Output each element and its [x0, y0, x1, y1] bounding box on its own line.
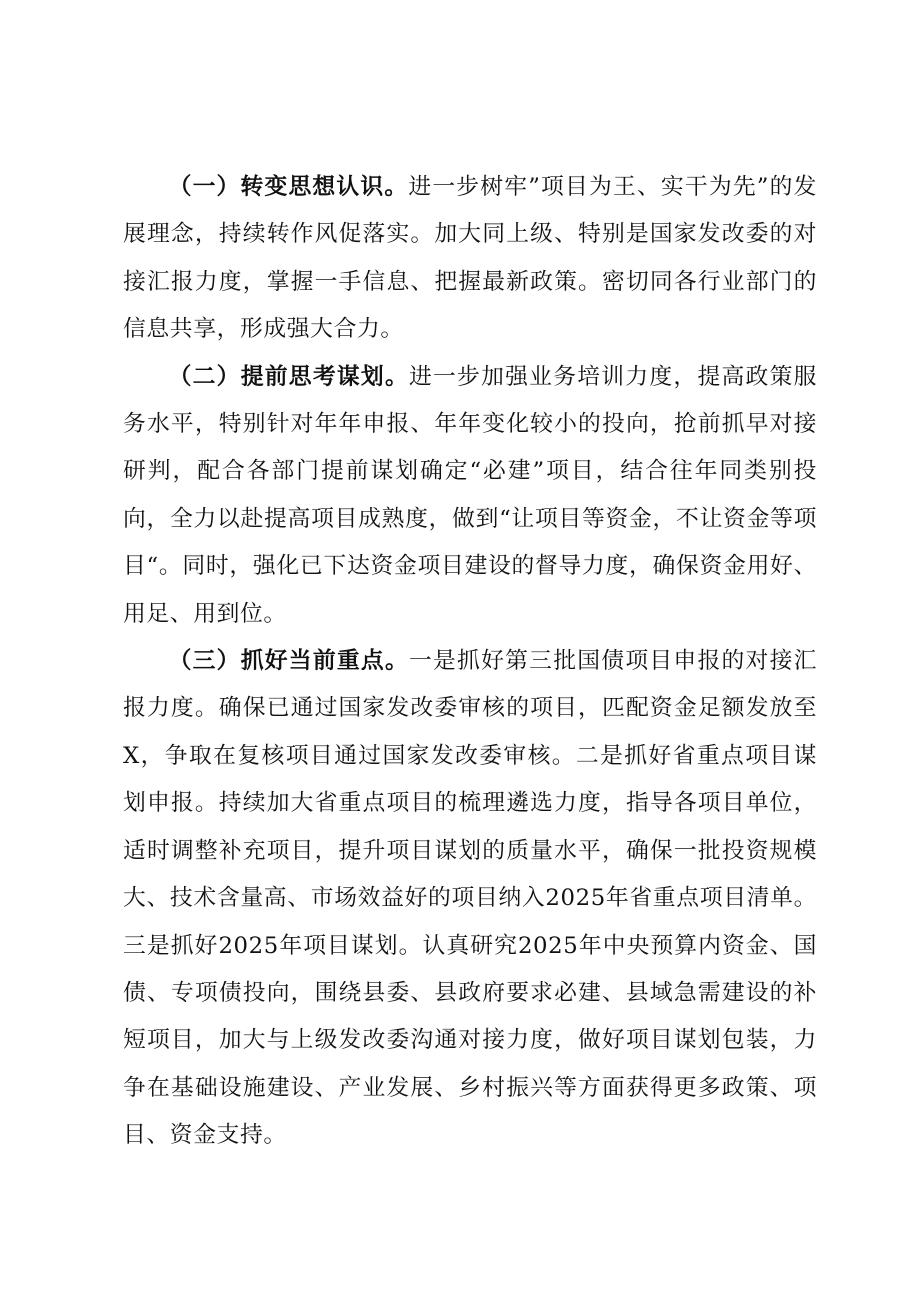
paragraph-1-heading: （一）转变思想认识。 — [168, 174, 409, 200]
paragraph-3 — [123, 638, 817, 1159]
paragraph-1 — [123, 164, 817, 354]
paragraph-2 — [123, 354, 817, 638]
document-body — [123, 164, 817, 1160]
paragraph-3-text: 一是抓好第三批国债项目申报的对接汇报力度。确保已通过国家发改委审核的项目，匹配资金足额发放至X，争取在复核项目通过国家发改委审核。二是抓好省重点项目谋划申报。持续加大省重点项目的梳理遴选力度，指导各项目单位，适时调整补充项目，提升项目谋划的质量水平，确保一批投资规模大、技术含量高、市场效益好的项目纳入2025年省重点项目清单。三是抓好2025年项目谋划。认真研究2025年中央预算内资金、国债、专项债投向，围绕县委、县政府要求必建、县域急需建设的补短项目，加大与上级发改委沟通对接力度，做好项目谋划包装，力争在基础设施建设、产业发展、乡村振兴等方面获得更多政策、项目、资金支持。 — [123, 648, 818, 1149]
paragraph-2-heading: （二）提前思考谋划。 — [168, 363, 409, 390]
paragraph-1-text: 进一步树牢”项目为王、实干为先”的发展理念，持续转作风促落实。加大同上级、特别是国家发改委的对接汇报力度，掌握一手信息、把握最新政策。密切同各行业部门的信息共享，形成强大合力。 — [123, 174, 818, 343]
paragraph-3-heading: （三）抓好当前重点。 — [168, 648, 409, 675]
paragraph-2-text: 进一步加强业务培训力度，提高政策服务水平，特别针对年年申报、年年变化较小的投向，抢前抓早对接研判，配合各部门提前谋划确定“必建”项目，结合往年同类别投向，全力以赴提高项目成熟度，做到“让项目等资金，不让资金等项目“。同时，强化已下达资金项目建设的督导力度，确保资金用好、用足、用到位。 — [123, 363, 818, 627]
